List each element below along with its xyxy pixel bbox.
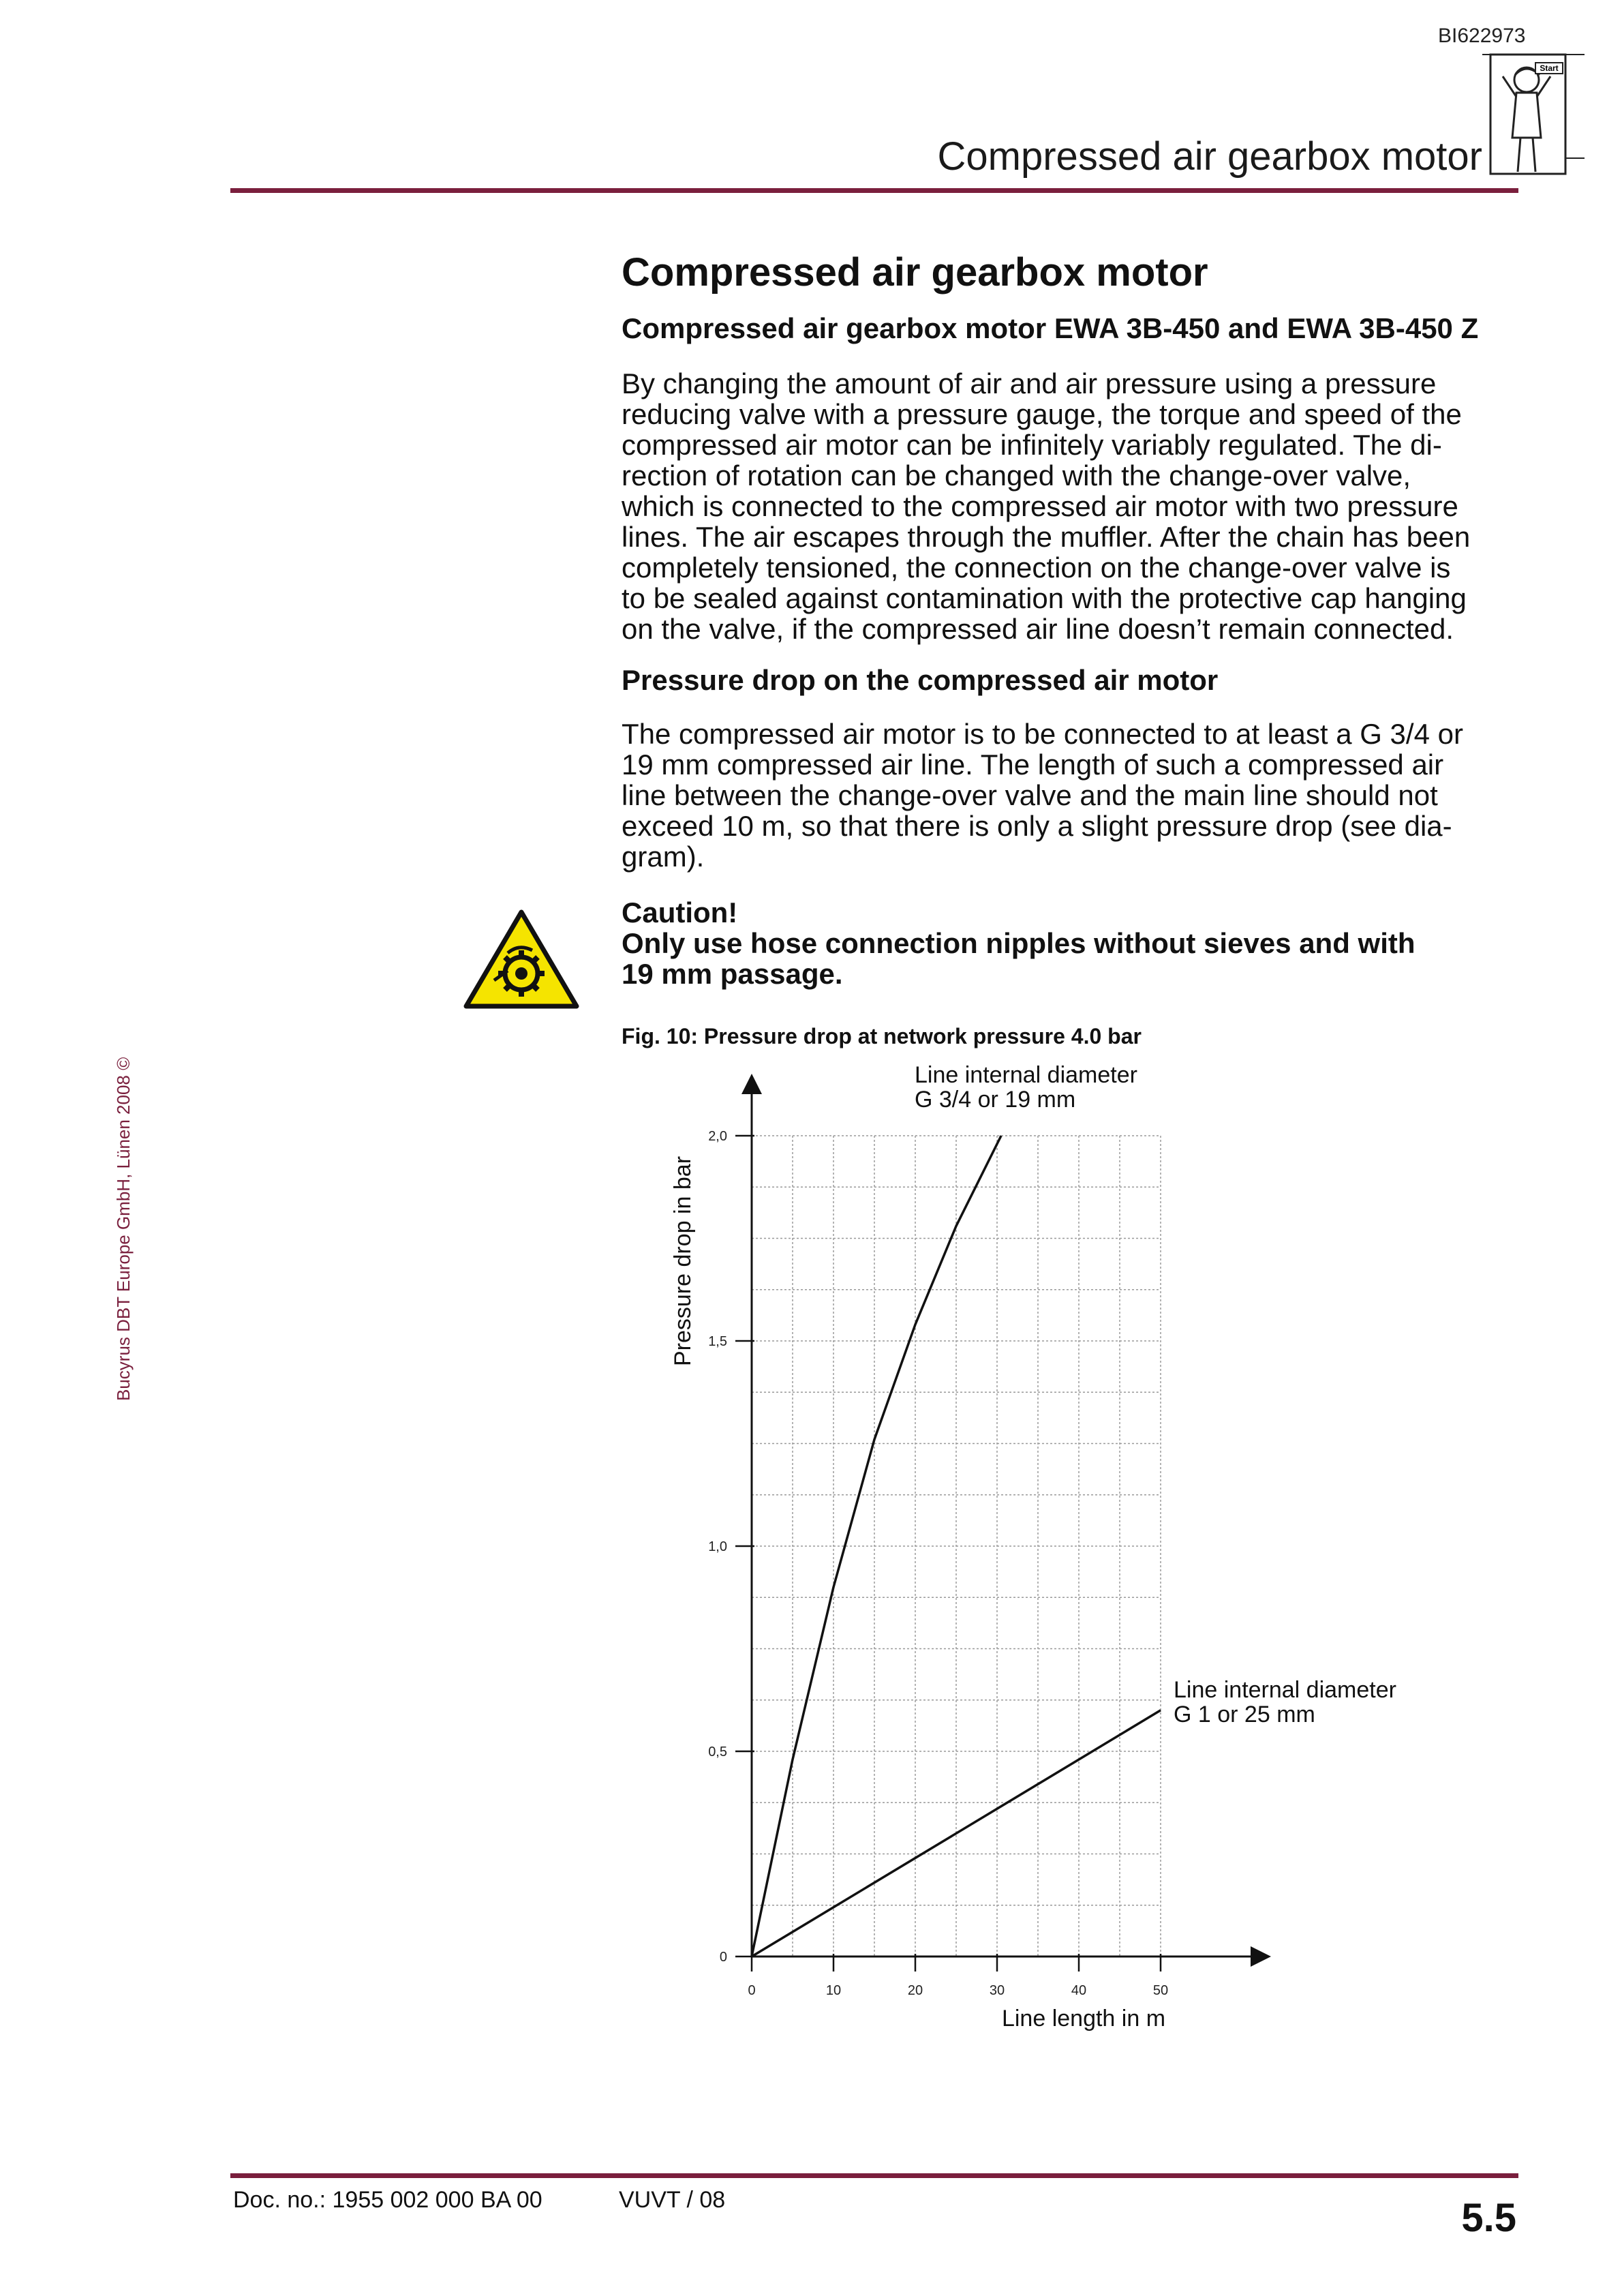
pressure-drop-paragraph	[622, 719, 1521, 872]
chart-labels	[670, 1062, 1396, 2031]
text-line: completely tensioned, the connection on the change-over valve is	[622, 552, 1451, 584]
text-line: compressed air motor can be infinitely variably regulated. The di-	[622, 429, 1442, 461]
header-title: Compressed air gearbox motor	[937, 134, 1482, 179]
caution-heading: Caution!	[622, 896, 738, 928]
pressure-drop-heading: Pressure drop on the compressed air motor	[622, 664, 1219, 696]
y-tick-label: 1,5	[708, 1334, 727, 1349]
header-rule	[230, 188, 1518, 193]
figure-caption: Fig. 10: Pressure drop at network pressure 4.0 bar	[622, 1024, 1142, 1048]
section-subtitle: Compressed air gearbox motor EWA 3B-450 and EWA 3B-450 Z	[622, 312, 1479, 344]
x-tick-label: 40	[1071, 1983, 1087, 1998]
text-line: exceed 10 m, so that there is only a slight pressure drop (see dia-	[622, 810, 1452, 842]
section-title: Compressed air gearbox motor	[622, 250, 1208, 294]
x-tick-label: 0	[748, 1983, 756, 1998]
text-line: on the valve, if the compressed air line doesn’t remain connected.	[622, 613, 1454, 645]
x-tick-label: 30	[989, 1983, 1005, 1998]
footer-rule	[230, 2173, 1518, 2178]
page-number: 5.5	[1461, 2196, 1516, 2240]
text-line: line between the change-over valve and the main line should not	[622, 779, 1438, 811]
y-tick-label: 0	[719, 1950, 727, 1965]
text-line: reducing valve with a pressure gauge, the torque and speed of the	[622, 398, 1462, 430]
start-label: Start	[1540, 63, 1559, 73]
chart-axes	[752, 1084, 1261, 1957]
caution-line: Only use hose connection nipples without sieves and with	[622, 927, 1416, 959]
warning-gear-icon	[462, 908, 581, 1010]
x-tick-label: 50	[1152, 1983, 1169, 1998]
start-figure-icon	[1482, 49, 1585, 185]
document-id: BI622973	[1438, 25, 1526, 47]
text-line: gram).	[622, 841, 705, 873]
footer-doc-number: Doc. no.: 1955 002 000 BA 00	[233, 2187, 542, 2213]
y-tick-label: 1,0	[708, 1539, 727, 1554]
copyright-notice: Bucyrus DBT Europe GmbH, Lünen 2008 ©	[113, 1057, 134, 1401]
text-line: lines. The air escapes through the muffler. After the chain has been	[622, 521, 1471, 553]
footer-revision: VUVT / 08	[619, 2187, 726, 2213]
text-line: The compressed air motor is to be connected to at least a G 3/4 or	[622, 718, 1463, 750]
x-axis-label: Line length in m	[1001, 2006, 1166, 2031]
text-line: rection of rotation can be changed with the change-over valve,	[622, 459, 1411, 492]
series-label-1: G 3/4 or 19 mm	[915, 1087, 1076, 1113]
text-line: By changing the amount of air and air pressure using a pressure	[622, 367, 1437, 399]
caution-line: 19 mm passage.	[622, 958, 843, 990]
pressure-drop-chart	[647, 1050, 1452, 2045]
series-label-2: Line internal diameter	[1174, 1677, 1396, 1703]
x-tick-label: 10	[825, 1983, 842, 1998]
y-tick-label: 0,5	[708, 1744, 727, 1759]
caution-note	[622, 897, 1521, 989]
chart-ticks	[708, 1129, 1168, 1998]
description-paragraph	[622, 368, 1521, 644]
text-line: 19 mm compressed air line. The length of such a compressed air	[622, 749, 1444, 781]
y-axis-label: Pressure drop in bar	[670, 1155, 696, 1367]
x-tick-label: 20	[907, 1983, 923, 1998]
text-line: which is connected to the compressed air motor with two pressure	[622, 490, 1458, 522]
y-tick-label: 2,0	[708, 1129, 727, 1144]
series-label-2: G 1 or 25 mm	[1174, 1702, 1315, 1727]
text-line: to be sealed against contamination with the protective cap hanging	[622, 582, 1467, 614]
series-label-1: Line internal diameter	[915, 1062, 1137, 1088]
